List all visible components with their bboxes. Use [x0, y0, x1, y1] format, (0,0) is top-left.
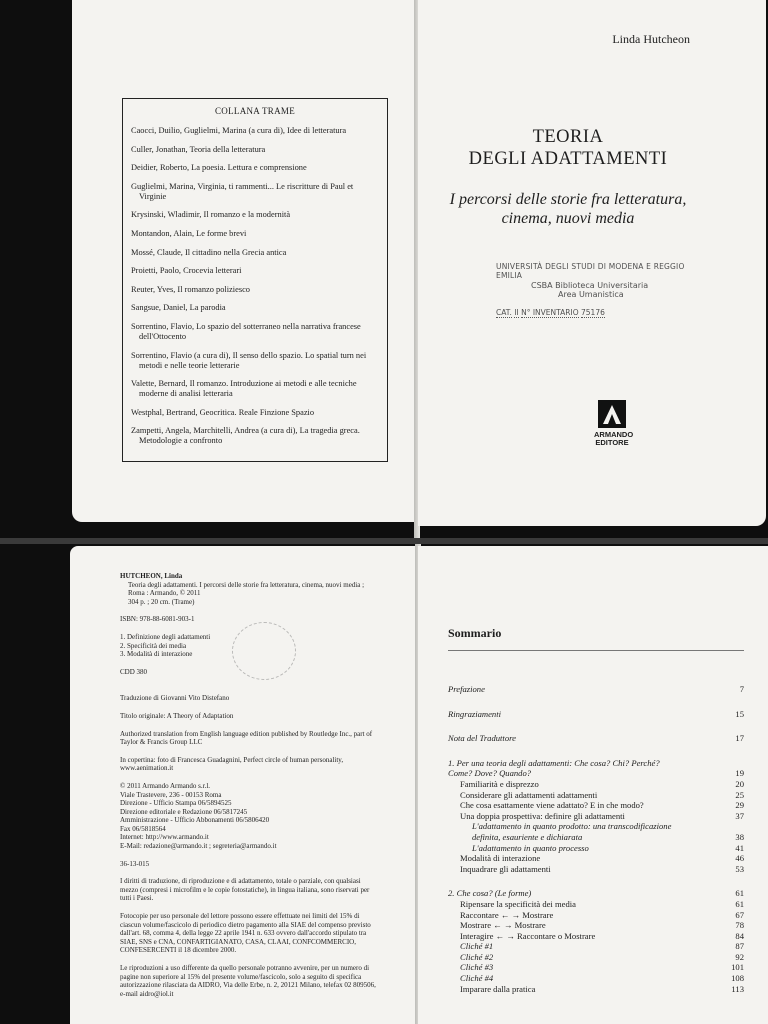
armando-logo-icon [598, 400, 626, 428]
photocopy-notice: Fotocopie per uso personale del lettore possono essere effettuate nei limiti del 15% di ciascun volume/fascicolo di periodico dietro pagamento alla SIAE del compenso previsto dall'art. 68, comma 4, della legge 22 aprile 1941 n. 633 ovvero dall'accordo stipulato tra SIAE, SNS e CNA, CONFARTIGIANATO, CASA, CLAAI, CONFCOMMERCIO, CONFESERCENTI il 18 dicembre 2000. [120, 912, 371, 955]
toc-entry [448, 864, 744, 875]
rights-notice: I diritti di traduzione, di riproduzione e di adattamento, totale o parziale, con qualsiasi mezzo (compresi i microfilm e le copie fotostatiche), in lingua italiana, sono riservati per tutti i Paesi. [120, 877, 370, 903]
stamp-inv-label: N° INVENTARIO [521, 308, 579, 317]
collana-item: Sorrentino, Flavio, Lo spazio del sotterraneo nella narrativa francese dell'Ottocento [131, 321, 361, 341]
toc-entry-title: Nota del Traduttore [448, 733, 516, 744]
book-title-line1: TEORIA [532, 127, 604, 147]
toc-entry-title: Come? Dove? Quando? [448, 768, 532, 779]
address-line: Viale Trastevere, 236 - 00153 Roma [120, 790, 222, 799]
cip-line: Teoria degli adattamenti. I percorsi delle storie fra letteratura, cinema, nuovi media ; [128, 580, 365, 589]
toc-entry-page: 20 [735, 778, 744, 789]
toc-entry-page [722, 758, 744, 769]
toc-entry-title: Mostrare ← → Mostrare [460, 920, 546, 931]
toc-entry-page: 78 [735, 920, 744, 931]
collana-title: COLLANA TRAME [215, 106, 295, 116]
address-line: Direzione - Ufficio Stampa 06/5894525 [120, 799, 232, 808]
toc-entry [448, 709, 744, 720]
book-title-line2: DEGLI ADATTAMENTI [468, 149, 668, 169]
stamp-university: UNIVERSITÀ DEGLI STUDI DI MODENA E REGGIO EMILIA [496, 262, 685, 280]
cip-subject: 3. Modalità di interazione [120, 650, 193, 659]
title-page [418, 0, 766, 526]
toc-entry-page: 29 [735, 800, 744, 811]
toc-entry-page: 92 [735, 951, 744, 962]
translation-credit: Traduzione di Giovanni Vito Distefano [120, 694, 230, 703]
toc-entry-page: 53 [735, 863, 744, 874]
toc-entry [448, 853, 744, 864]
collana-item: Valette, Bernard, Il romanzo. Introduzione ai metodi e alle tecniche moderne di analisi letteraria [131, 379, 357, 399]
book-subtitle-line1: I percorsi delle storie fra letteratura, [449, 191, 687, 208]
toc-entry-title: 1. Per una teoria degli adattamenti: Che cosa? Chi? Perché? [448, 757, 660, 768]
cip-header: HUTCHEON, Linda [120, 572, 183, 580]
toc-entry-title: Cliché #1 [460, 941, 494, 952]
toc-entry-page: 17 [735, 733, 744, 744]
toc-entry [448, 779, 744, 790]
book-title [418, 126, 718, 170]
collana-item: Culler, Jonathan, Teoria della letteratura [131, 144, 266, 154]
toc-entry [448, 952, 744, 963]
edition-code: 36-13-015 [120, 859, 150, 868]
cip-subjects [120, 633, 380, 659]
toc-entry-title: L'adattamento in quanto processo [472, 842, 589, 853]
address-line: Amministrazione - Ufficio Abbonamenti 06/5806420 [120, 816, 270, 825]
toc-entry-page: 87 [735, 941, 744, 952]
collana-item: Montandon, Alain, Le forme brevi [131, 228, 247, 238]
collana-item: Sangsue, Daniel, La parodia [131, 303, 226, 313]
publisher-address [120, 782, 380, 851]
colophon-page [70, 546, 415, 1024]
toc-entry-page: 67 [735, 909, 744, 920]
publisher-name: ARMANDO [594, 430, 634, 439]
cip-subject: 2. Specificità dei media [120, 641, 187, 650]
toc-entry-page: 41 [735, 842, 744, 853]
stamp-cat-value: II [514, 308, 519, 317]
toc-entry [448, 962, 744, 973]
book-subtitle [418, 190, 718, 228]
sommario-rule [448, 650, 744, 651]
toc-entry [448, 941, 744, 952]
stamp-inventory [496, 308, 696, 317]
sommario-page [418, 546, 768, 1024]
collana-item: Reuter, Yves, Il romanzo poliziesco [131, 284, 250, 294]
collana-list [131, 126, 379, 446]
toc-entry-title: Familiarità e disprezzo [460, 778, 539, 789]
toc-entry-title: Prefazione [448, 684, 485, 694]
cip-line: Roma : Armando, © 2011 [128, 589, 201, 598]
stamp-cat-label: CAT. [496, 308, 512, 317]
collana-item: Mossé, Claude, Il cittadino nella Grecia antica [131, 247, 287, 257]
toc-entry-title: Una doppia prospettiva: definire gli adattamenti [460, 810, 625, 821]
toc-entry-page: 113 [731, 983, 744, 994]
colophon [120, 572, 380, 1007]
cip-lines [128, 581, 380, 607]
toc-entry [448, 800, 744, 811]
toc-entry-page: 7 [739, 684, 744, 694]
publisher-logo [594, 400, 634, 447]
toc-entry-page: 25 [735, 789, 744, 800]
toc-entry [448, 973, 744, 984]
toc-entry-page: 84 [735, 930, 744, 941]
toc-entry-page: 46 [735, 853, 744, 864]
toc-entry-title: Ripensare la specificità dei media [460, 898, 576, 909]
toc-entry-title: Raccontare ← → Mostrare [460, 909, 554, 920]
cip-line: 304 p. ; 20 cm. (Trame) [128, 597, 195, 606]
toc-entry-title: Cliché #3 [460, 962, 494, 973]
toc-entry [448, 931, 744, 942]
address-line: © 2011 Armando Armando s.r.l. [120, 781, 211, 790]
toc-entry-title: Cliché #2 [460, 951, 494, 962]
toc-entry-title: Ringraziamenti [448, 708, 501, 719]
sommario-title: Sommario [448, 626, 502, 640]
cover-credit: In copertina: foto di Francesca Guadagnini, Perfect circle of human personality, www.aenimation.it [120, 755, 344, 773]
toc-entry [448, 821, 744, 832]
toc-entry [448, 790, 744, 801]
original-title: Titolo originale: A Theory of Adaptation [120, 711, 234, 720]
toc-entry-title: Cliché #4 [460, 973, 494, 984]
collana-item: Guglielmi, Marina, Virginia, ti rammenti... Le riscritture di Paul et Virginie [131, 181, 354, 201]
cip-subject: 1. Definizione degli adattamenti [120, 632, 211, 641]
toc-entry [448, 888, 744, 899]
bottom-spread [0, 544, 768, 1024]
stamp-inv-value: 75176 [581, 308, 605, 317]
address-line: Direzione editoriale e Redazione 06/5817245 [120, 807, 248, 816]
toc-entry [448, 811, 744, 822]
toc-entry-title: definita, esauriente e dichiarata [472, 831, 583, 842]
toc-entry-title: Interagire ← → Raccontare o Mostrare [460, 930, 596, 941]
toc-entry-title: Inquadrare gli adattamenti [460, 863, 551, 874]
toc-entry-page: 101 [731, 962, 744, 973]
isbn: ISBN: 978-88-6081-903-1 [120, 615, 195, 624]
toc-entry-title: Che cosa esattamente viene adattato? E in che modo? [460, 800, 644, 811]
toc-entry-page: 15 [735, 708, 744, 719]
toc-entry [448, 984, 744, 995]
toc-entry [448, 843, 744, 854]
author-name: Linda Hutcheon [612, 32, 690, 46]
toc-entry-title: Imparare dalla pratica [460, 983, 536, 994]
collana-item: Sorrentino, Flavio (a cura di), Il senso dello spazio. Lo spatial turn nei metodi e nelle teorie letterarie [131, 350, 367, 370]
toc-entry-page [722, 821, 744, 832]
toc-entry-title: Modalità di interazione [460, 853, 541, 864]
toc-entry [448, 910, 744, 921]
toc-entry-page: 38 [735, 831, 744, 842]
stamp-area: Area Umanistica [558, 290, 624, 299]
toc-entry [448, 832, 744, 843]
toc-entry-title: L'adattamento in quanto prodotto: una transcodificazione [472, 821, 672, 832]
toc-entry-page: 108 [731, 973, 744, 984]
book-subtitle-line2: cinema, nuovi media [501, 210, 635, 227]
stamp-library: CSBA Biblioteca Universitaria [531, 281, 649, 290]
authorized-translation: Authorized translation from English language edition published by Routledge Inc., part of Taylor & Francis Group LLC [120, 729, 373, 747]
collana-item: Deidier, Roberto, La poesia. Lettura e comprensione [131, 163, 307, 173]
collana-page [72, 0, 414, 522]
toc-entry-title: 2. Che cosa? (Le forme) [448, 888, 532, 899]
toc-entry-page: 61 [735, 898, 744, 909]
toc-entry [448, 920, 744, 931]
toc-entry-page: 61 [735, 888, 744, 899]
toc-entry [448, 768, 744, 779]
address-line: Internet: http://www.armando.it [120, 833, 209, 842]
toc-entry [448, 899, 744, 910]
toc-entry [448, 684, 744, 695]
collana-box [122, 98, 388, 462]
table-of-contents [448, 684, 744, 994]
library-stamp [496, 262, 696, 317]
toc-entry [448, 733, 744, 744]
collana-item: Westphal, Bertrand, Geocritica. Reale Finzione Spazio [131, 407, 315, 417]
publisher-editore: EDITORE [595, 438, 629, 447]
toc-entry-title: Considerare gli adattamenti adattamenti [460, 789, 598, 800]
toc-entry [448, 758, 744, 769]
reproductions-notice: Le riproduzioni a uso differente da quello personale potranno avvenire, per un numero di pagine non superiore al 15% del presente volume/fascicolo, solo a seguito di specifica autorizzazione rilasciata da AIDRO, Via delle Erbe, n. 2, 20121 Milano, telefax 02 809506, e-mail aidro@iol.it [120, 964, 376, 998]
cdd: CDD 380 [120, 667, 148, 676]
collana-item: Krysinski, Wladimir, Il romanzo e la modernità [131, 210, 291, 220]
collana-item: Caocci, Duilio, Guglielmi, Marina (a cura di), Idee di letteratura [131, 126, 347, 135]
toc-entry-page: 19 [735, 768, 744, 779]
collana-item: Proietti, Paolo, Crocevia letterari [131, 266, 242, 276]
collana-item: Zampetti, Angela, Marchitelli, Andrea (a cura di), La tragedia greca. Metodologie a confronto [131, 426, 360, 446]
address-line: E-Mail: redazione@armando.it ; segreteria@armando.it [120, 842, 277, 851]
toc-entry-page: 37 [735, 810, 744, 821]
address-line: Fax 06/5818564 [120, 824, 166, 833]
